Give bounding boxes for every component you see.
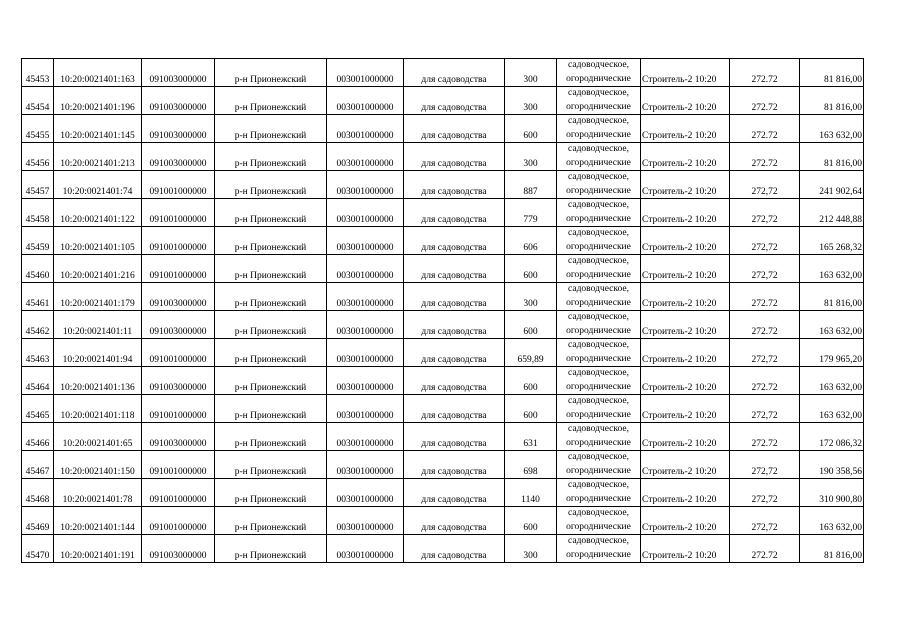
land-use-cell: для садоводства <box>404 227 505 255</box>
table-row <box>22 339 864 367</box>
permitted-use-line-2: огороднические <box>566 73 631 84</box>
permitted-use-cell <box>557 535 641 563</box>
permitted-use-line-1: садоводческое, <box>568 396 629 406</box>
association-cell: Строитель-2 10:20 <box>641 451 730 479</box>
association-cell: Строитель-2 10:20 <box>641 115 730 143</box>
permitted-use-line-2: огороднические <box>566 241 631 252</box>
land-use-cell: для садоводства <box>404 479 505 507</box>
area-cell: 300 <box>505 87 557 115</box>
land-category-code-cell: 003001000000 <box>327 115 404 143</box>
permitted-use-cell <box>557 115 641 143</box>
specific-value-cell: 272,72 <box>730 395 800 423</box>
cadastral-number-cell: 10:20:0021401:150 <box>54 451 142 479</box>
land-category-code-cell: 003001000000 <box>327 283 404 311</box>
land-use-cell: для садоводства <box>404 395 505 423</box>
specific-value-cell: 272,72 <box>730 507 800 535</box>
land-category-code-cell: 003001000000 <box>327 227 404 255</box>
permitted-use-line-2: огороднические <box>566 437 631 448</box>
cadastral-number-cell: 10:20:0021401:105 <box>54 227 142 255</box>
row-number-cell: 45470 <box>22 535 54 563</box>
permitted-use-line-2: огороднические <box>566 409 631 420</box>
specific-value-cell: 272,72 <box>730 451 800 479</box>
cadastral-value-cell: 163 632,00 <box>800 507 864 535</box>
cadastral-number-cell: 10:20:0021401:196 <box>54 87 142 115</box>
okato-code-cell: 091001000000 <box>142 339 215 367</box>
cadastral-number-cell: 10:20:0021401:144 <box>54 507 142 535</box>
cadastral-number-cell: 10:20:0021401:65 <box>54 423 142 451</box>
permitted-use-line-2: огороднические <box>566 297 631 308</box>
row-number-cell: 45462 <box>22 311 54 339</box>
district-cell: р-н Прионежский <box>215 87 327 115</box>
cadastral-value-cell: 163 632,00 <box>800 311 864 339</box>
area-cell: 1140 <box>505 479 557 507</box>
permitted-use-line-1: садоводческое, <box>568 312 629 322</box>
association-cell: Строитель-2 10:20 <box>641 171 730 199</box>
land-use-cell: для садоводства <box>404 507 505 535</box>
okato-code-cell: 091001000000 <box>142 451 215 479</box>
specific-value-cell: 272.72 <box>730 311 800 339</box>
land-category-code-cell: 003001000000 <box>327 339 404 367</box>
association-cell: Строитель-2 10:20 <box>641 227 730 255</box>
district-cell: р-н Прионежский <box>215 339 327 367</box>
specific-value-cell: 272,72 <box>730 339 800 367</box>
okato-code-cell: 091001000000 <box>142 395 215 423</box>
permitted-use-line-1: садоводческое, <box>568 340 629 350</box>
district-cell: р-н Прионежский <box>215 283 327 311</box>
cadastral-number-cell: 10:20:0021401:78 <box>54 479 142 507</box>
specific-value-cell: 272,72 <box>730 227 800 255</box>
cadastral-value-cell: 165 268,32 <box>800 227 864 255</box>
permitted-use-line-1: садоводческое, <box>568 284 629 294</box>
permitted-use-line-2: огороднические <box>566 521 631 532</box>
row-number-cell: 45459 <box>22 227 54 255</box>
land-category-code-cell: 003001000000 <box>327 535 404 563</box>
table-row <box>22 451 864 479</box>
table-row <box>22 423 864 451</box>
permitted-use-cell <box>557 255 641 283</box>
association-cell: Строитель-2 10:20 <box>641 535 730 563</box>
area-cell: 300 <box>505 59 557 87</box>
land-use-cell: для садоводства <box>404 59 505 87</box>
table-body <box>22 59 864 563</box>
association-cell: Строитель-2 10:20 <box>641 507 730 535</box>
table-row <box>22 255 864 283</box>
area-cell: 887 <box>505 171 557 199</box>
specific-value-cell: 272.72 <box>730 143 800 171</box>
land-use-cell: для садоводства <box>404 87 505 115</box>
row-number-cell: 45463 <box>22 339 54 367</box>
permitted-use-line-2: огороднические <box>566 381 631 392</box>
permitted-use-line-2: огороднические <box>566 465 631 476</box>
area-cell: 600 <box>505 311 557 339</box>
table-row <box>22 395 864 423</box>
permitted-use-cell <box>557 367 641 395</box>
table-row <box>22 87 864 115</box>
cadastral-value-cell: 190 358,56 <box>800 451 864 479</box>
district-cell: р-н Прионежский <box>215 507 327 535</box>
permitted-use-line-2: огороднические <box>566 213 631 224</box>
district-cell: р-н Прионежский <box>215 451 327 479</box>
district-cell: р-н Прионежский <box>215 255 327 283</box>
association-cell: Строитель-2 10:20 <box>641 59 730 87</box>
land-use-cell: для садоводства <box>404 339 505 367</box>
cadastral-number-cell: 10:20:0021401:94 <box>54 339 142 367</box>
okato-code-cell: 091001000000 <box>142 255 215 283</box>
row-number-cell: 45465 <box>22 395 54 423</box>
cadastral-number-cell: 10:20:0021401:136 <box>54 367 142 395</box>
specific-value-cell: 272.72 <box>730 59 800 87</box>
permitted-use-line-2: огороднические <box>566 157 631 168</box>
cadastral-number-cell: 10:20:0021401:213 <box>54 143 142 171</box>
district-cell: р-н Прионежский <box>215 199 327 227</box>
table-row <box>22 311 864 339</box>
permitted-use-line-1: садоводческое, <box>568 228 629 238</box>
specific-value-cell: 272,72 <box>730 479 800 507</box>
permitted-use-cell <box>557 507 641 535</box>
association-cell: Строитель-2 10:20 <box>641 143 730 171</box>
cadastral-number-cell: 10:20:0021401:179 <box>54 283 142 311</box>
land-category-code-cell: 003001000000 <box>327 143 404 171</box>
association-cell: Строитель-2 10:20 <box>641 199 730 227</box>
area-cell: 600 <box>505 507 557 535</box>
permitted-use-line-1: садоводческое, <box>568 452 629 462</box>
land-use-cell: для садоводства <box>404 535 505 563</box>
okato-code-cell: 091003000000 <box>142 367 215 395</box>
permitted-use-cell <box>557 59 641 87</box>
cadastral-value-cell: 163 632,00 <box>800 115 864 143</box>
land-use-cell: для садоводства <box>404 255 505 283</box>
row-number-cell: 45469 <box>22 507 54 535</box>
table-row <box>22 143 864 171</box>
specific-value-cell: 272.72 <box>730 423 800 451</box>
cadastral-value-cell: 241 902,64 <box>800 171 864 199</box>
okato-code-cell: 091003000000 <box>142 423 215 451</box>
land-use-cell: для садоводства <box>404 311 505 339</box>
association-cell: Строитель-2 10:20 <box>641 283 730 311</box>
okato-code-cell: 091003000000 <box>142 87 215 115</box>
association-cell: Строитель-2 10:20 <box>641 367 730 395</box>
land-category-code-cell: 003001000000 <box>327 451 404 479</box>
specific-value-cell: 272.72 <box>730 535 800 563</box>
area-cell: 600 <box>505 395 557 423</box>
cadastral-value-cell: 163 632,00 <box>800 395 864 423</box>
row-number-cell: 45457 <box>22 171 54 199</box>
area-cell: 606 <box>505 227 557 255</box>
permitted-use-cell <box>557 143 641 171</box>
association-cell: Строитель-2 10:20 <box>641 395 730 423</box>
okato-code-cell: 091003000000 <box>142 115 215 143</box>
permitted-use-cell <box>557 339 641 367</box>
area-cell: 300 <box>505 535 557 563</box>
land-use-cell: для садоводства <box>404 283 505 311</box>
permitted-use-line-1: садоводческое, <box>568 480 629 490</box>
land-category-code-cell: 003001000000 <box>327 367 404 395</box>
district-cell: р-н Прионежский <box>215 311 327 339</box>
permitted-use-cell <box>557 227 641 255</box>
land-category-code-cell: 003001000000 <box>327 59 404 87</box>
okato-code-cell: 091001000000 <box>142 479 215 507</box>
permitted-use-line-1: садоводческое, <box>568 536 629 546</box>
okato-code-cell: 091003000000 <box>142 283 215 311</box>
permitted-use-line-2: огороднические <box>566 129 631 140</box>
permitted-use-line-2: огороднические <box>566 353 631 364</box>
table-row <box>22 283 864 311</box>
cadastral-value-cell: 212 448,88 <box>800 199 864 227</box>
okato-code-cell: 091003000000 <box>142 311 215 339</box>
cadastral-value-cell: 81 816,00 <box>800 143 864 171</box>
permitted-use-line-2: огороднические <box>566 185 631 196</box>
cadastral-number-cell: 10:20:0021401:118 <box>54 395 142 423</box>
specific-value-cell: 272,72 <box>730 171 800 199</box>
row-number-cell: 45461 <box>22 283 54 311</box>
area-cell: 779 <box>505 199 557 227</box>
row-number-cell: 45468 <box>22 479 54 507</box>
cadastral-value-table <box>21 58 864 563</box>
land-category-code-cell: 003001000000 <box>327 395 404 423</box>
land-category-code-cell: 003001000000 <box>327 255 404 283</box>
cadastral-number-cell: 10:20:0021401:145 <box>54 115 142 143</box>
association-cell: Строитель-2 10:20 <box>641 255 730 283</box>
cadastral-number-cell: 10:20:0021401:216 <box>54 255 142 283</box>
specific-value-cell: 272.72 <box>730 367 800 395</box>
cadastral-number-cell: 10:20:0021401:11 <box>54 311 142 339</box>
permitted-use-line-1: садоводческое, <box>568 172 629 182</box>
land-category-code-cell: 003001000000 <box>327 199 404 227</box>
association-cell: Строитель-2 10:20 <box>641 311 730 339</box>
permitted-use-cell <box>557 171 641 199</box>
land-category-code-cell: 003001000000 <box>327 507 404 535</box>
permitted-use-line-1: садоводческое, <box>568 60 629 70</box>
cadastral-value-cell: 163 632,00 <box>800 367 864 395</box>
cadastral-number-cell: 10:20:0021401:74 <box>54 171 142 199</box>
district-cell: р-н Прионежский <box>215 115 327 143</box>
permitted-use-cell <box>557 479 641 507</box>
cadastral-number-cell: 10:20:0021401:163 <box>54 59 142 87</box>
table-row <box>22 171 864 199</box>
district-cell: р-н Прионежский <box>215 395 327 423</box>
permitted-use-line-1: садоводческое, <box>568 256 629 266</box>
land-use-cell: для садоводства <box>404 367 505 395</box>
area-cell: 600 <box>505 115 557 143</box>
land-use-cell: для садоводства <box>404 143 505 171</box>
specific-value-cell: 272,72 <box>730 199 800 227</box>
table-row <box>22 115 864 143</box>
district-cell: р-н Прионежский <box>215 535 327 563</box>
district-cell: р-н Прионежский <box>215 479 327 507</box>
area-cell: 659,89 <box>505 339 557 367</box>
area-cell: 698 <box>505 451 557 479</box>
permitted-use-line-2: огороднические <box>566 101 631 112</box>
cadastral-number-cell: 10:20:0021401:191 <box>54 535 142 563</box>
cadastral-value-cell: 172 086,32 <box>800 423 864 451</box>
okato-code-cell: 091003000000 <box>142 59 215 87</box>
land-use-cell: для садоводства <box>404 171 505 199</box>
land-use-cell: для садоводства <box>404 451 505 479</box>
land-category-code-cell: 003001000000 <box>327 87 404 115</box>
row-number-cell: 45453 <box>22 59 54 87</box>
specific-value-cell: 272.72 <box>730 87 800 115</box>
cadastral-value-cell: 81 816,00 <box>800 87 864 115</box>
district-cell: р-н Прионежский <box>215 227 327 255</box>
permitted-use-line-1: садоводческое, <box>568 508 629 518</box>
land-use-cell: для садоводства <box>404 423 505 451</box>
permitted-use-cell <box>557 283 641 311</box>
permitted-use-line-2: огороднические <box>566 269 631 280</box>
cadastral-value-cell: 81 816,00 <box>800 59 864 87</box>
permitted-use-cell <box>557 199 641 227</box>
land-category-code-cell: 003001000000 <box>327 311 404 339</box>
cadastral-value-cell: 163 632,00 <box>800 255 864 283</box>
cadastral-value-cell: 81 816,00 <box>800 283 864 311</box>
permitted-use-line-1: садоводческое, <box>568 116 629 126</box>
permitted-use-line-1: садоводческое, <box>568 200 629 210</box>
row-number-cell: 45458 <box>22 199 54 227</box>
permitted-use-cell <box>557 395 641 423</box>
district-cell: р-н Прионежский <box>215 59 327 87</box>
land-use-cell: для садоводства <box>404 199 505 227</box>
row-number-cell: 45456 <box>22 143 54 171</box>
specific-value-cell: 272,72 <box>730 255 800 283</box>
table-row <box>22 367 864 395</box>
okato-code-cell: 091001000000 <box>142 171 215 199</box>
area-cell: 300 <box>505 283 557 311</box>
table-row <box>22 507 864 535</box>
permitted-use-line-1: садоводческое, <box>568 424 629 434</box>
area-cell: 631 <box>505 423 557 451</box>
row-number-cell: 45464 <box>22 367 54 395</box>
area-cell: 600 <box>505 367 557 395</box>
association-cell: Строитель-2 10:20 <box>641 479 730 507</box>
permitted-use-cell <box>557 87 641 115</box>
permitted-use-cell <box>557 423 641 451</box>
district-cell: р-н Прионежский <box>215 171 327 199</box>
permitted-use-line-1: садоводческое, <box>568 144 629 154</box>
area-cell: 300 <box>505 143 557 171</box>
row-number-cell: 45466 <box>22 423 54 451</box>
association-cell: Строитель-2 10:20 <box>641 87 730 115</box>
permitted-use-line-1: садоводческое, <box>568 88 629 98</box>
land-use-cell: для садоводства <box>404 115 505 143</box>
table-row <box>22 479 864 507</box>
permitted-use-line-2: огороднические <box>566 549 631 560</box>
district-cell: р-н Прионежский <box>215 423 327 451</box>
table-row <box>22 227 864 255</box>
area-cell: 600 <box>505 255 557 283</box>
cadastral-value-cell: 81 816,00 <box>800 535 864 563</box>
district-cell: р-н Прионежский <box>215 367 327 395</box>
row-number-cell: 45460 <box>22 255 54 283</box>
district-cell: р-н Прионежский <box>215 143 327 171</box>
row-number-cell: 45455 <box>22 115 54 143</box>
association-cell: Строитель-2 10:20 <box>641 339 730 367</box>
row-number-cell: 45467 <box>22 451 54 479</box>
land-category-code-cell: 003001000000 <box>327 423 404 451</box>
okato-code-cell: 091001000000 <box>142 507 215 535</box>
okato-code-cell: 091003000000 <box>142 143 215 171</box>
cadastral-value-cell: 310 900,80 <box>800 479 864 507</box>
okato-code-cell: 091003000000 <box>142 535 215 563</box>
permitted-use-cell <box>557 311 641 339</box>
table-row <box>22 535 864 563</box>
specific-value-cell: 272.72 <box>730 283 800 311</box>
permitted-use-line-2: огороднические <box>566 493 631 504</box>
table-row <box>22 59 864 87</box>
okato-code-cell: 091001000000 <box>142 199 215 227</box>
association-cell: Строитель-2 10:20 <box>641 423 730 451</box>
table-row <box>22 199 864 227</box>
cadastral-value-cell: 179 965,20 <box>800 339 864 367</box>
land-category-code-cell: 003001000000 <box>327 171 404 199</box>
cadastral-number-cell: 10:20:0021401:122 <box>54 199 142 227</box>
land-category-code-cell: 003001000000 <box>327 479 404 507</box>
okato-code-cell: 091001000000 <box>142 227 215 255</box>
row-number-cell: 45454 <box>22 87 54 115</box>
specific-value-cell: 272.72 <box>730 115 800 143</box>
permitted-use-line-1: садоводческое, <box>568 368 629 378</box>
permitted-use-cell <box>557 451 641 479</box>
permitted-use-line-2: огороднические <box>566 325 631 336</box>
